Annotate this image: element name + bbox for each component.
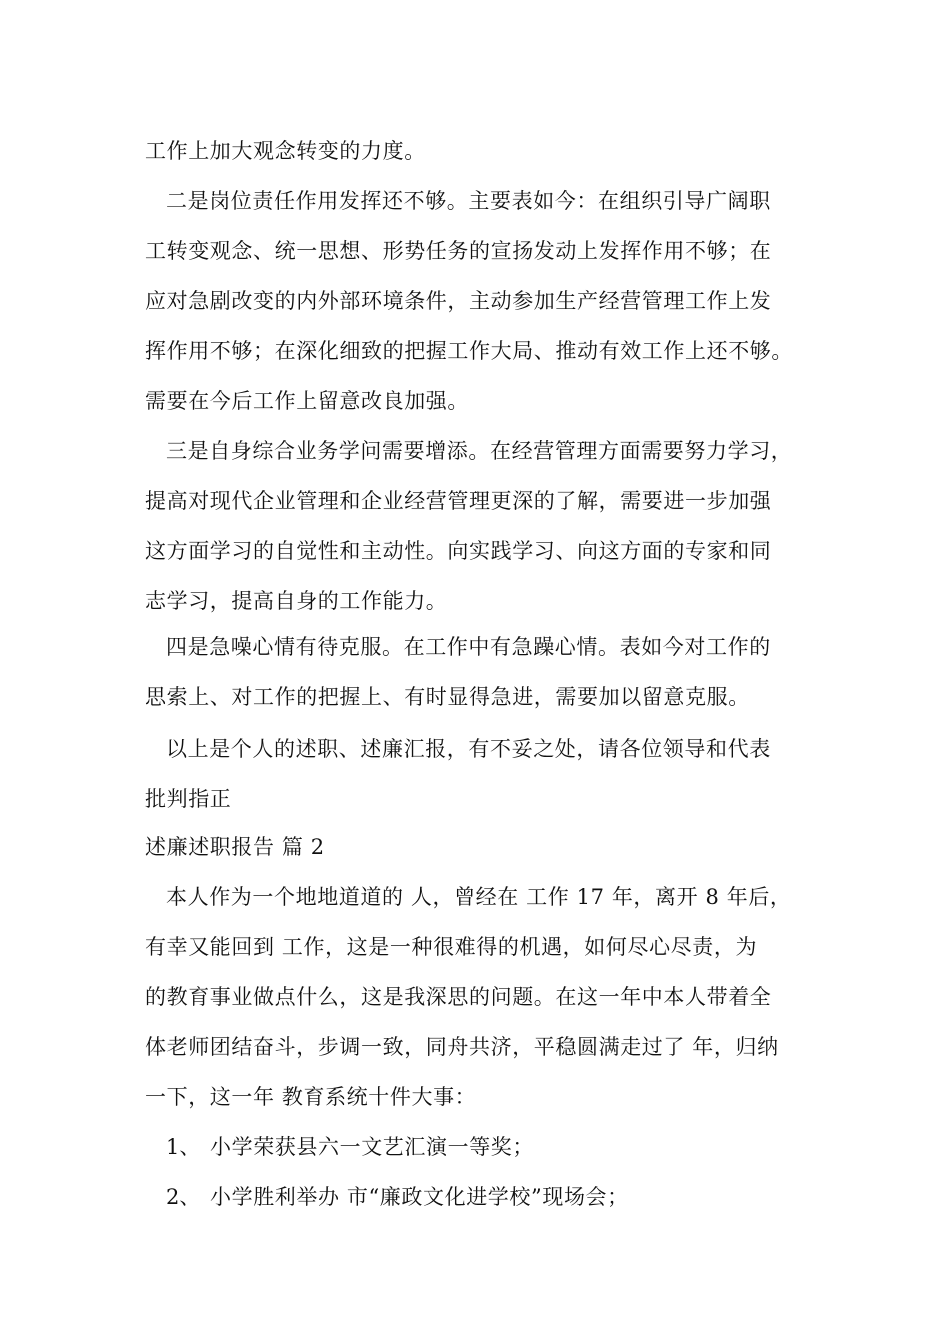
list-text: 小学荣获县六一文艺汇演一等奖； bbox=[210, 1135, 534, 1159]
paragraph-line: 一下，这一年 教育系统十件大事： bbox=[145, 1085, 477, 1109]
paragraph-line: 需要在今后工作上留意改良加强。 bbox=[145, 389, 469, 413]
paragraph-line: 这方面学习的自觉性和主动性。向实践学习、向这方面的专家和同 bbox=[145, 539, 772, 563]
paragraph-line: 以上是个人的述职、述廉汇报，有不妥之处，请各位领导和代表 bbox=[166, 737, 771, 761]
paragraph-line: 本人作为一个地地道道的 人，曾经在 工作 17 年，离开 8 年后， bbox=[166, 885, 792, 909]
list-number: 1、 bbox=[166, 1135, 201, 1159]
paragraph-line: 有幸又能回到 工作，这是一种很难得的机遇，如何尽心尽责，为 bbox=[145, 935, 758, 959]
list-number: 2、 bbox=[166, 1185, 201, 1209]
paragraph-line: 批判指正 bbox=[145, 787, 232, 811]
paragraph-line: 思索上、对工作的把握上、有时显得急进，需要加以留意克服。 bbox=[145, 685, 750, 709]
paragraph-line: 工作上加大观念转变的力度。 bbox=[145, 139, 426, 163]
paragraph-line: 二是岗位责任作用发挥还不够。主要表如今：在组织引导广阔职 bbox=[166, 189, 771, 213]
paragraph-line: 三是自身综合业务学问需要增添。在经营管理方面需要努力学习， bbox=[166, 439, 793, 463]
paragraph-line: 的教育事业做点什么，这是我深思的问题。在这一年中本人带着全 bbox=[145, 985, 772, 1009]
paragraph-line: 志学习，提高自身的工作能力。 bbox=[145, 589, 448, 613]
paragraph-line: 提高对现代企业管理和企业经营管理更深的了解，需要进一步加强 bbox=[145, 489, 772, 513]
section-heading: 述廉述职报告 篇 2 bbox=[145, 835, 325, 859]
paragraph-line: 挥作用不够；在深化细致的把握工作大局、推动有效工作上还不够。 bbox=[145, 339, 793, 363]
list-text: 小学胜利举办 市“廉政文化进学校”现场会； bbox=[210, 1185, 629, 1209]
paragraph-line: 体老师团结奋斗，步调一致，同舟共济，平稳圆满走过了 年，归纳 bbox=[145, 1035, 779, 1059]
paragraph-line: 工转变观念、统一思想、形势任务的宣扬发动上发挥作用不够；在 bbox=[145, 239, 772, 263]
paragraph-line: 应对急剧改变的内外部环境条件，主动参加生产经营管理工作上发 bbox=[145, 289, 772, 313]
paragraph-line: 四是急噪心情有待克服。在工作中有急躁心情。表如今对工作的 bbox=[166, 635, 771, 659]
